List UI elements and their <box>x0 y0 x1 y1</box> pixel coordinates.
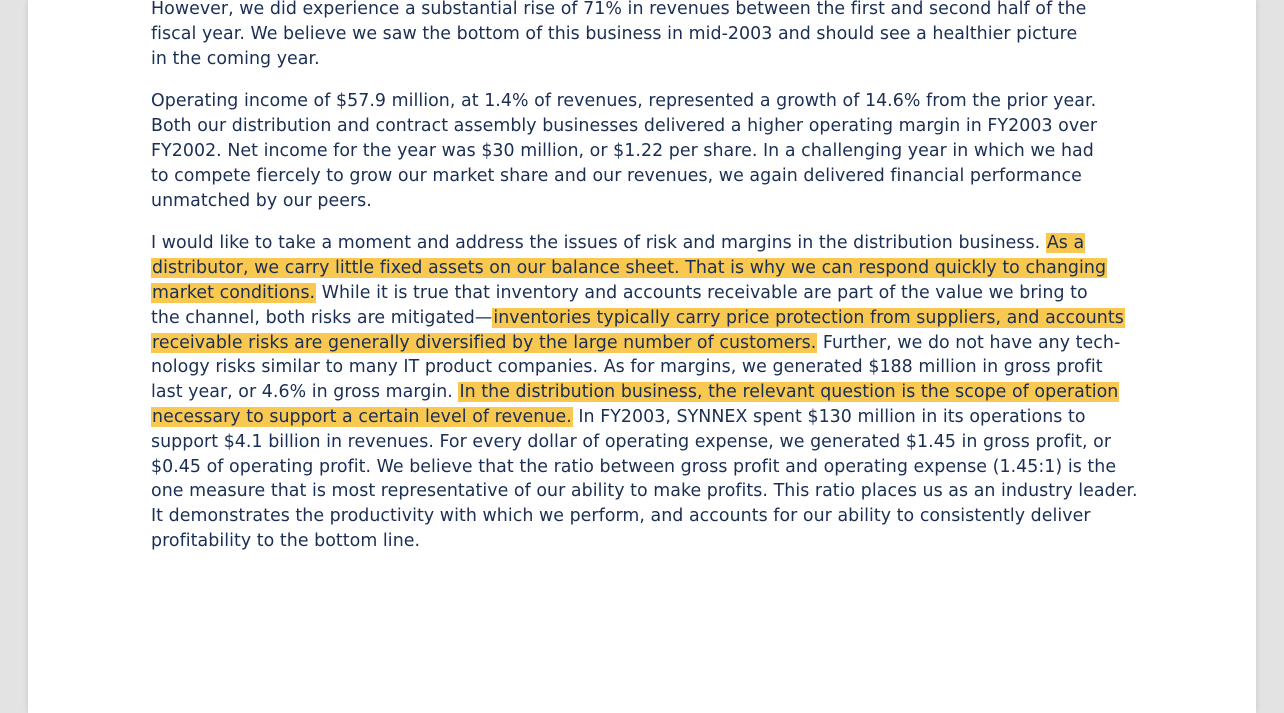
text-line <box>151 529 1141 554</box>
plain-text: support $4.1 billion in revenues. For every dollar of operating expense, we generated $1.45 in gross profit, or <box>151 431 1112 452</box>
document-body <box>151 0 1141 554</box>
plain-text: In FY2003, SYNNEX spent $130 million in its operations to <box>572 406 1086 427</box>
paragraph-risk-and-margins <box>151 231 1141 553</box>
paragraph-revenue-rise <box>151 0 1141 71</box>
highlighted-text: inventories typically carry price protection from suppliers, and accounts <box>493 307 1124 328</box>
text-line <box>151 256 1141 281</box>
text-line: Operating income of $57.9 million, at 1.4% of revenues, represented a growth of 14.6% from the prior year. <box>151 91 1097 112</box>
highlighted-text: receivable risks are generally diversified by the large number of customers. <box>152 332 817 353</box>
highlighted-text: necessary to support a certain level of revenue. <box>152 406 572 427</box>
text-line <box>151 430 1141 455</box>
plain-text: It demonstrates the productivity with which we perform, and accounts for our ability to consistently deliver <box>151 506 1091 527</box>
text-line <box>151 455 1141 480</box>
text-line: in the coming year. <box>151 48 320 69</box>
highlighted-text: distributor, we carry little fixed assets on our balance sheet. That is why we can respond quickly to changing <box>152 258 1107 279</box>
paragraph-operating-income <box>151 89 1141 213</box>
text-line <box>151 306 1141 331</box>
highlighted-text: As a <box>1046 233 1085 254</box>
plain-text: While it is true that inventory and accounts receivable are part of the value we bring to <box>316 282 1088 303</box>
text-line: Both our distribution and contract assembly businesses delivered a higher operating margin in FY2003 over <box>151 116 1098 137</box>
text-line <box>151 355 1141 380</box>
text-line <box>151 380 1141 405</box>
text-line: However, we did experience a substantial rise of 71% in revenues between the first and second half of the <box>151 0 1087 19</box>
text-line <box>151 504 1141 529</box>
plain-text: the channel, both risks are mitigated— <box>151 307 493 328</box>
plain-text: nology risks similar to many IT product companies. As for margins, we generated $188 million in gross profit <box>151 357 1103 378</box>
highlighted-text: market conditions. <box>152 282 316 303</box>
text-line <box>151 231 1141 256</box>
plain-text: profitability to the bottom line. <box>151 530 421 551</box>
text-line <box>151 479 1141 504</box>
text-line: fiscal year. We believe we saw the bottom of this business in mid-2003 and should see a healthier picture <box>151 23 1078 44</box>
text-line <box>151 281 1141 306</box>
plain-text: $0.45 of operating profit. We believe that the ratio between gross profit and operating expense (1.45:1) is the <box>151 456 1117 477</box>
highlighted-text: In the distribution business, the relevant question is the scope of operation <box>459 382 1119 403</box>
plain-text: one measure that is most representative of our ability to make profits. This ratio places us as an industry leader. <box>151 481 1138 502</box>
plain-text: last year, or 4.6% in gross margin. <box>151 382 459 403</box>
document-page <box>28 0 1256 713</box>
text-line: unmatched by our peers. <box>151 190 372 211</box>
plain-text: I would like to take a moment and address the issues of risk and margins in the distribution business. <box>151 233 1046 254</box>
plain-text: Further, we do not have any tech- <box>817 332 1121 353</box>
text-line <box>151 331 1141 356</box>
text-line: FY2002. Net income for the year was $30 million, or $1.22 per share. In a challenging year in which we had <box>151 140 1094 161</box>
text-line <box>151 405 1141 430</box>
text-line: to compete fiercely to grow our market share and our revenues, we again delivered financial performance <box>151 165 1082 186</box>
